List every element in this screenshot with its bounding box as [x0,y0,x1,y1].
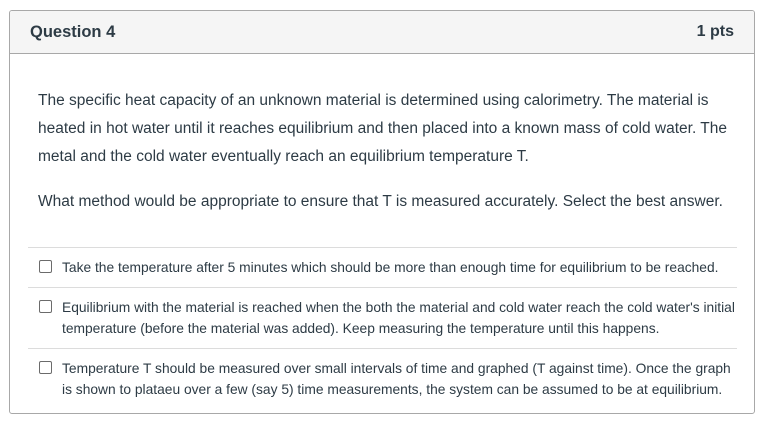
question-title: Question 4 [30,22,116,41]
question-body [10,54,754,409]
answer-checkbox-2[interactable] [39,300,52,313]
question-paragraph-2: What method would be appropriate to ensure that T is measured accurately. Select the best answer. [38,193,723,210]
answer-option-2[interactable] [28,287,737,348]
question-card [9,10,755,414]
question-points: 1 pts [696,23,734,40]
answer-list [28,247,737,409]
answer-checkbox-1[interactable] [39,260,52,273]
answer-label-2: Equilibrium with the material is reached when the both the material and cold water reach the cold water's initial temperature (before the material was added). Keep measuring the temperature until this happens. [62,300,735,336]
answer-option-3[interactable] [28,348,737,409]
question-header [10,11,754,54]
question-text [28,87,737,216]
question-paragraph-1: The specific heat capacity of an unknown material is determined using calorimetry. The material is heated in hot water until it reaches equilibrium and then placed into a known mass of cold water. The metal and the cold water eventually reach an equilibrium temperature T. [38,92,728,165]
answer-option-1[interactable] [28,247,737,287]
answer-label-1: Take the temperature after 5 minutes which should be more than enough time for equilibrium to be reached. [62,260,719,275]
answer-checkbox-3[interactable] [39,361,52,374]
answer-label-3: Temperature T should be measured over small intervals of time and graphed (T against time). Once the graph is shown to plataeu over a few (say 5) time measurements, the system can be assumed to be at equilibrium. [62,361,731,397]
